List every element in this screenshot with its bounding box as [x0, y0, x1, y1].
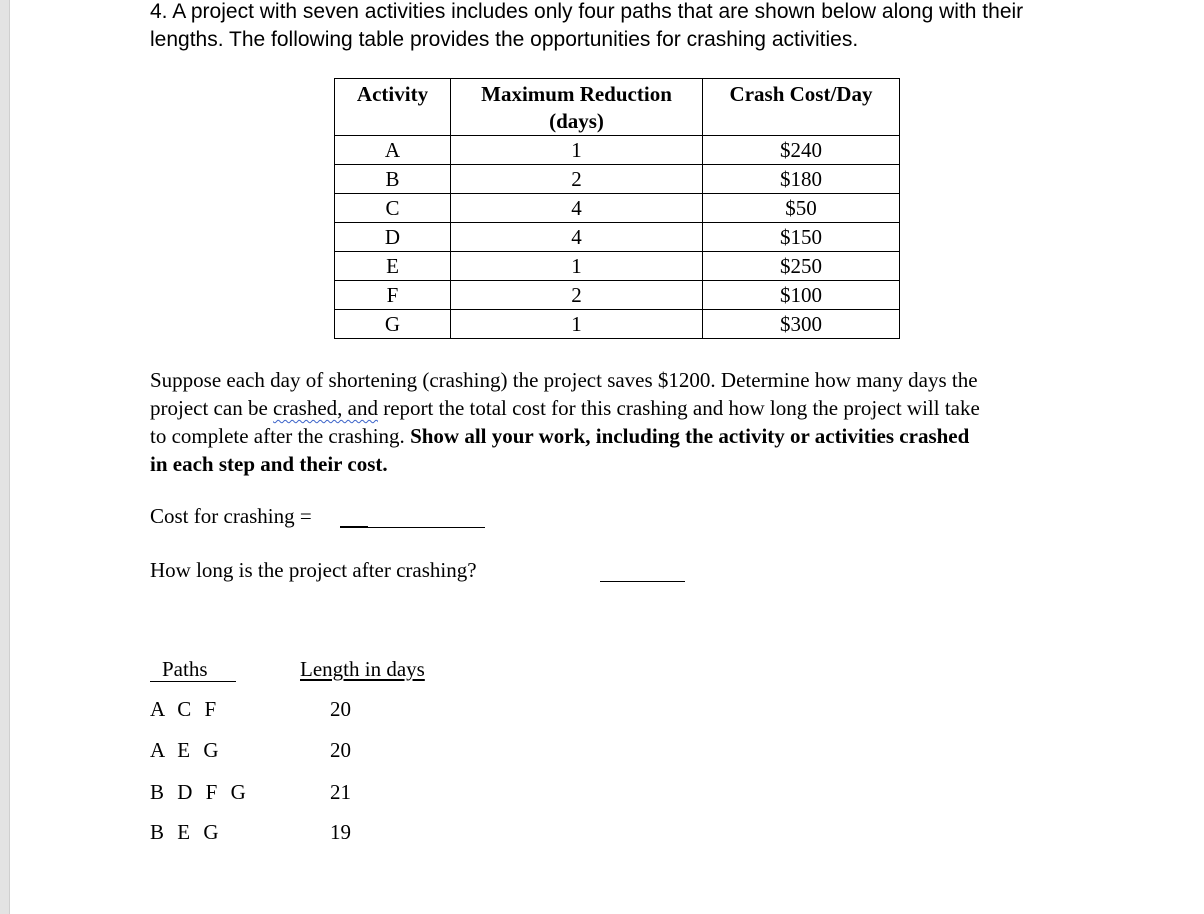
- cell-activity: D: [335, 223, 451, 252]
- header-max-reduction: [451, 79, 703, 136]
- path-row: [150, 695, 351, 723]
- para-line-2-c: report the total cost for this crashing and how long the project will take: [377, 396, 980, 420]
- table-row: [335, 165, 900, 194]
- path-name: A C F: [150, 697, 221, 721]
- path-length: 20: [330, 697, 351, 721]
- cell-reduction: 4: [451, 194, 703, 223]
- cell-activity: F: [335, 281, 451, 310]
- table-row: [335, 194, 900, 223]
- table-row: [335, 310, 900, 339]
- path-row: [150, 736, 351, 764]
- path-row: [150, 778, 351, 806]
- crashing-table: [334, 78, 900, 339]
- path-length: 21: [330, 780, 351, 804]
- cost-label: Cost for crashing =: [150, 504, 312, 528]
- para-line-4-bold: in each step and their cost.: [150, 452, 388, 476]
- cell-activity: A: [335, 136, 451, 165]
- cell-cost: $100: [703, 281, 900, 310]
- path-name: B E G: [150, 820, 223, 844]
- header-max-reduction-line2: (days): [549, 109, 604, 133]
- para-line-3: [150, 422, 1090, 450]
- cell-reduction: 2: [451, 281, 703, 310]
- header-activity: Activity: [335, 79, 451, 136]
- question-text: [150, 0, 1150, 54]
- cell-cost: $240: [703, 136, 900, 165]
- cell-activity: E: [335, 252, 451, 281]
- table-header-row: [335, 79, 900, 136]
- para-line-3-a: to complete after the crashing.: [150, 424, 411, 448]
- cell-cost: $150: [703, 223, 900, 252]
- para-line-4: [150, 450, 1090, 478]
- path-length: 20: [330, 738, 351, 762]
- cell-cost: $180: [703, 165, 900, 194]
- cell-cost: $50: [703, 194, 900, 223]
- cell-activity: B: [335, 165, 451, 194]
- cost-answer-blank[interactable]: [340, 527, 485, 528]
- table-row: [335, 252, 900, 281]
- header-max-reduction-line1: Maximum Reduction: [481, 82, 672, 106]
- cell-activity: C: [335, 194, 451, 223]
- cell-reduction: 2: [451, 165, 703, 194]
- question-line-1: 4. A project with seven activities includes only four paths that are shown below along with their: [150, 0, 1024, 23]
- path-row: [150, 818, 351, 846]
- header-crash-cost: Crash Cost/Day: [703, 79, 900, 136]
- cost-blank-thick-segment: [340, 526, 368, 528]
- project-length-label: How long is the project after crashing?: [150, 558, 477, 582]
- left-margin-bar: [0, 0, 10, 914]
- table-row: [335, 136, 900, 165]
- path-name: A E G: [150, 738, 223, 762]
- paths-header-label: Paths: [150, 657, 236, 682]
- instructions-paragraph: [150, 366, 1090, 478]
- length-header: Length in days: [300, 657, 425, 681]
- table-row: [335, 281, 900, 310]
- path-name: B D F G: [150, 780, 250, 804]
- cell-reduction: 4: [451, 223, 703, 252]
- para-line-1: Suppose each day of shortening (crashing) the project saves $1200. Determine how many days the: [150, 368, 978, 392]
- para-line-2-a: project can be: [150, 396, 274, 420]
- cell-cost: $250: [703, 252, 900, 281]
- cell-reduction: 1: [451, 252, 703, 281]
- para-line-3-bold: Show all your work, including the activity or activities crashed: [410, 424, 970, 448]
- para-line-2: [150, 394, 1090, 422]
- paths-header: [150, 655, 236, 683]
- cell-cost: $300: [703, 310, 900, 339]
- question-line-2: lengths. The following table provides the opportunities for crashing activities.: [150, 28, 859, 51]
- table-row: [335, 223, 900, 252]
- project-length-answer-blank[interactable]: [600, 581, 685, 582]
- cell-reduction: 1: [451, 310, 703, 339]
- cell-activity: G: [335, 310, 451, 339]
- cell-reduction: 1: [451, 136, 703, 165]
- grammar-flag-text[interactable]: crashed, and: [273, 396, 378, 420]
- path-length: 19: [330, 820, 351, 844]
